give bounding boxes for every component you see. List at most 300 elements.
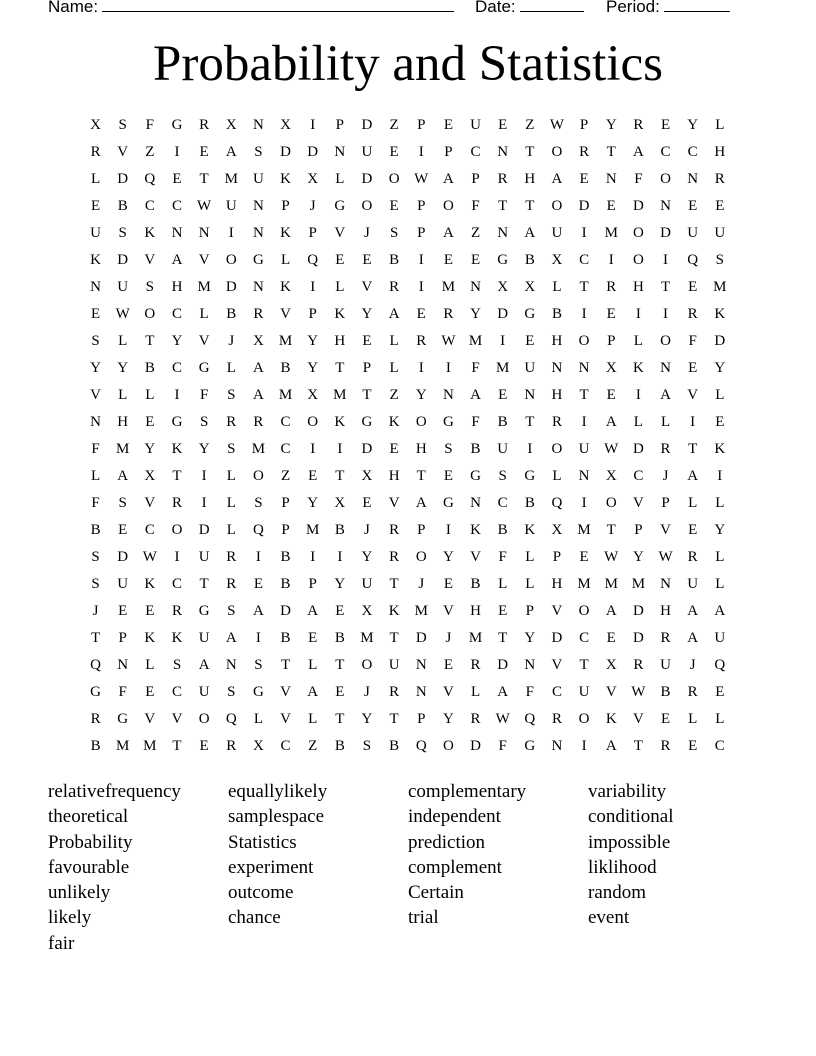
grid-row [82,463,734,490]
grid-letter: L [253,711,263,727]
grid-letter: R [633,117,644,133]
grid-letter: P [661,495,670,511]
grid-letter: X [307,387,319,403]
grid-letter: E [498,117,508,133]
grid-letter: C [579,252,590,268]
grid-letter: R [226,549,237,565]
word-bank-item: favourable [48,856,130,878]
grid-letter: N [252,225,264,241]
grid-letter: E [715,684,725,700]
grid-letter: N [578,360,590,376]
grid-letter: G [497,252,509,268]
grid-letter: O [578,711,590,727]
word-bank-item: Certain [408,882,464,904]
grid-letter: F [118,684,127,700]
grid-letter: B [226,306,237,322]
grid-letter: S [227,441,236,457]
grid-row [82,490,734,517]
grid-letter: L [660,414,671,430]
grid-letter: R [660,630,671,646]
grid-letter: Z [389,387,399,403]
grid-letter: E [308,468,318,484]
grid-letter: N [252,198,264,214]
grid-letter: E [606,387,616,403]
grid-letter: U [470,117,481,133]
grid-letter: G [252,252,264,268]
grid-letter: N [578,468,590,484]
grid-letter: L [715,117,725,133]
grid-letter: K [171,441,183,457]
grid-letter: A [442,225,454,241]
grid-letter: Y [307,360,319,376]
grid-letter: E [715,414,725,430]
grid-letter: L [552,468,562,484]
grid-letter: H [334,333,346,349]
grid-letter: D [632,603,644,619]
grid-letter: H [415,441,427,457]
grid-letter: S [118,495,127,511]
grid-letter: Y [334,576,346,592]
grid-letter: P [634,522,643,538]
grid-letter: G [524,738,536,754]
grid-letter: L [280,252,291,268]
grid-letter: W [631,684,646,700]
grid-letter: I [228,225,234,241]
grid-letter: I [201,468,207,484]
grid-letter: T [335,360,345,376]
grid-letter: I [201,495,207,511]
grid-letter: C [144,198,155,214]
grid-letter: T [199,171,209,187]
grid-letter: C [280,441,291,457]
grid-letter: D [117,171,129,187]
grid-letter: E [362,333,372,349]
grid-letter: M [468,333,483,349]
grid-row [82,328,734,355]
word-bank-item: impossible [588,831,671,853]
grid-letter: H [524,171,536,187]
grid-letter: M [224,171,238,187]
grid-letter: L [199,306,209,322]
grid-letter: O [605,495,617,511]
grid-letter: L [470,684,481,700]
grid-letter: T [579,387,589,403]
grid-row [82,355,734,382]
grid-letter: V [280,684,291,700]
grid-row [82,274,734,301]
grid-letter: S [254,495,263,511]
grid-letter: E [118,603,128,619]
grid-letter: S [227,603,236,619]
grid-letter: Y [632,549,644,565]
grid-letter: L [525,576,535,592]
grid-letter: E [145,414,155,430]
grid-letter: R [253,306,264,322]
grid-letter: C [714,738,725,754]
grid-letter: A [171,252,183,268]
grid-letter: X [280,117,291,133]
grid-letter: H [117,414,129,430]
grid-letter: Z [389,117,399,133]
grid-letter: A [551,171,563,187]
page-title: Probability and Statistics [153,36,663,92]
grid-letter: K [280,171,291,187]
grid-letter: Y [442,711,454,727]
grid-letter: X [361,468,373,484]
grid-letter: L [145,387,155,403]
grid-letter: T [389,576,399,592]
grid-letter: I [337,549,343,565]
grid-letter: N [415,657,427,673]
grid-letter: F [145,117,155,133]
grid-letter: G [171,414,183,430]
grid-letter: Y [687,117,699,133]
grid-letter: U [117,279,129,295]
grid-row [82,247,734,274]
grid-letter: C [171,576,182,592]
grid-letter: Z [525,117,535,133]
grid-letter: E [362,495,372,511]
grid-letter: X [605,657,617,673]
grid-letter: U [361,144,373,160]
grid-letter: D [307,144,319,160]
grid-letter: G [442,414,454,430]
grid-letter: P [281,522,290,538]
grid-letter: T [498,630,508,646]
grid-letter: L [90,171,101,187]
grid-letter: Q [90,657,101,673]
grid-letter: N [524,387,536,403]
grid-letter: T [579,279,589,295]
grid-letter: M [278,387,293,403]
grid-letter: S [498,468,507,484]
grid-letter: L [226,495,236,511]
grid-letter: R [443,306,454,322]
grid-letter: E [389,144,399,160]
grid-letter: B [660,684,671,700]
grid-letter: J [364,522,370,538]
grid-letter: S [118,117,127,133]
grid-row [82,139,734,166]
word-bank-column [228,779,408,931]
grid-letter: T [172,468,182,484]
grid-letter: C [171,306,182,322]
grid-letter: K [280,279,291,295]
grid-letter: B [280,549,291,565]
grid-letter: B [497,414,508,430]
grid-letter: I [690,414,696,430]
grid-letter: K [280,225,291,241]
grid-letter: K [714,306,726,322]
grid-letter: E [688,198,698,214]
grid-letter: G [171,117,183,133]
grid-letter: M [713,279,727,295]
grid-letter: V [551,603,563,619]
grid-letter: O [551,144,563,160]
grid-letter: O [198,711,210,727]
grid-letter: F [688,333,697,349]
grid-letter: U [198,684,210,700]
grid-letter: G [90,684,101,700]
grid-letter: S [389,225,399,241]
grid-letter: L [118,333,128,349]
grid-letter: P [579,117,589,133]
grid-letter: I [581,225,587,241]
grid-letter: N [198,225,210,241]
grid-letter: L [688,495,698,511]
grid-letter: J [445,630,452,646]
grid-letter: A [632,144,644,160]
grid-letter: W [441,333,456,349]
grid-letter: T [525,414,535,430]
grid-letter: V [605,684,617,700]
grid-letter: F [634,171,643,187]
word-bank-item: complementary [408,781,527,802]
grid-row [82,517,734,544]
grid-letter: E [688,522,698,538]
grid-letter: N [470,279,481,295]
grid-letter: U [225,198,237,214]
grid-letter: G [442,495,454,511]
grid-letter: O [144,306,156,322]
grid-letter: P [118,630,127,646]
grid-letter: R [497,171,508,187]
word-bank-item: likely [48,907,92,929]
grid-letter: N [117,657,129,673]
grid-letter: U [714,630,726,646]
grid-letter: P [525,603,534,619]
grid-letter: E [335,252,345,268]
grid-letter: T [525,198,535,214]
grid-letter: D [117,252,129,268]
grid-letter: M [414,603,428,619]
grid-letter: M [441,279,456,295]
grid-letter: S [227,684,236,700]
period-label: Period: [606,0,660,16]
grid-letter: U [361,576,373,592]
grid-letter: P [417,522,426,538]
grid-letter: T [335,468,345,484]
grid-letter: Q [551,495,563,511]
grid-letter: V [171,711,183,727]
grid-letter: C [171,684,182,700]
grid-letter: U [388,657,400,673]
grid-letter: E [443,468,453,484]
grid-letter: I [174,549,180,565]
grid-letter: L [226,522,236,538]
grid-letter: G [524,306,536,322]
word-bank-column [588,779,768,931]
grid-letter: X [334,495,346,511]
grid-letter: I [581,738,587,754]
grid-letter: I [255,630,261,646]
grid-letter: K [524,522,536,538]
grid-letter: U [252,171,264,187]
grid-letter: P [335,117,344,133]
grid-letter: A [605,738,617,754]
grid-letter: A [470,387,481,403]
grid-letter: U [198,549,210,565]
grid-letter: K [605,711,617,727]
date-field [475,0,584,17]
grid-row [82,193,734,220]
grid-letter: R [226,738,237,754]
grid-letter: D [578,198,590,214]
grid-letter: S [91,333,100,349]
grid-letter: Y [605,117,617,133]
grid-letter: S [715,252,724,268]
grid-letter: R [660,441,671,457]
grid-letter: U [198,630,210,646]
grid-letter: V [687,387,699,403]
grid-letter: C [280,738,291,754]
grid-letter: X [551,522,563,538]
grid-letter: U [660,657,671,673]
grid-letter: B [470,441,481,457]
grid-letter: N [90,414,101,430]
grid-letter: I [717,468,723,484]
grid-letter: I [418,252,424,268]
grid-letter: P [471,171,480,187]
grid-letter: R [226,414,237,430]
grid-letter: M [143,738,157,754]
grid-letter: T [362,387,372,403]
grid-letter: E [199,144,209,160]
grid-letter: B [334,522,345,538]
grid-letter: N [605,171,617,187]
grid-letter: Q [144,171,156,187]
grid-letter: I [418,144,424,160]
grid-letter: Y [714,360,726,376]
grid-letter: B [90,738,101,754]
grid-letter: T [688,441,698,457]
grid-letter: F [91,495,100,511]
grid-letter: E [145,603,155,619]
grid-letter: G [198,603,210,619]
grid-letter: M [360,630,374,646]
word-bank-item: theoretical [48,806,129,828]
grid-letter: F [199,387,209,403]
grid-letter: D [117,549,129,565]
grid-letter: E [498,603,508,619]
grid-row [82,679,734,706]
grid-letter: B [280,360,291,376]
grid-letter: O [442,198,454,214]
grid-letter: K [144,630,156,646]
grid-letter: D [660,225,671,241]
grid-letter: E [498,387,508,403]
grid-letter: L [308,657,318,673]
grid-letter: C [497,495,508,511]
grid-letter: A [687,603,699,619]
word-bank-item: unlikely [48,882,111,904]
grid-letter: R [253,414,264,430]
grid-letter: X [497,279,509,295]
grid-letter: I [445,522,451,538]
grid-letter: C [171,360,182,376]
grid-letter: I [310,549,316,565]
grid-letter: E [579,171,589,187]
grid-letter: J [364,684,370,700]
grid-letter: R [199,117,210,133]
grid-letter: U [117,576,129,592]
grid-letter: I [581,414,587,430]
grid-letter: Y [470,306,481,322]
grid-row [82,706,734,733]
grid-letter: E [660,711,671,727]
grid-letter: F [525,684,534,700]
grid-letter: T [606,144,616,160]
grid-letter: G [252,684,264,700]
grid-letter: H [470,603,481,619]
grid-letter: L [145,657,155,673]
grid-letter: U [687,225,699,241]
grid-letter: S [145,279,155,295]
word-bank-item: Statistics [228,831,297,853]
grid-letter: J [228,333,235,349]
grid-row [82,112,734,139]
grid-letter: S [227,387,236,403]
grid-letter: D [225,279,237,295]
grid-letter: E [416,306,426,322]
grid-letter: D [632,198,644,214]
grid-letter: R [389,279,400,295]
grid-letter: B [470,576,481,592]
grid-letter: N [660,576,671,592]
grid-letter: B [334,738,345,754]
word-bank-item: independent [408,806,501,828]
name-label: Name: [48,0,99,16]
grid-letter: B [497,522,508,538]
grid-letter: E [90,198,101,214]
grid-letter: A [252,387,264,403]
grid-letter: P [308,306,317,322]
period-line [664,0,730,12]
grid-row [82,166,734,193]
grid-letter: D [361,441,373,457]
grid-letter: X [90,117,101,133]
grid-letter: G [470,468,481,484]
word-bank-column [408,779,588,931]
grid-row [82,382,734,409]
grid-letter: V [280,711,291,727]
grid-letter: E [606,198,616,214]
name-field [48,0,454,17]
grid-letter: V [144,252,156,268]
grid-letter: A [388,306,400,322]
grid-letter: R [389,522,400,538]
grid-letter: T [172,738,182,754]
grid-letter: K [334,414,346,430]
word-bank-item: outcome [228,882,294,904]
grid-letter: R [416,333,427,349]
grid-letter: R [90,144,101,160]
grid-letter: A [605,603,617,619]
grid-letter: R [389,549,400,565]
word-bank-item: variability [588,781,667,802]
grid-letter: T [280,657,291,673]
grid-row [82,409,734,436]
grid-letter: N [497,225,509,241]
grid-letter: Y [524,630,536,646]
word-bank-item: conditional [588,806,674,828]
grid-letter: L [715,711,725,727]
grid-letter: O [171,522,183,538]
grid-letter: L [552,279,562,295]
grid-letter: L [633,414,643,430]
grid-row [82,544,734,571]
grid-letter: U [497,441,509,457]
